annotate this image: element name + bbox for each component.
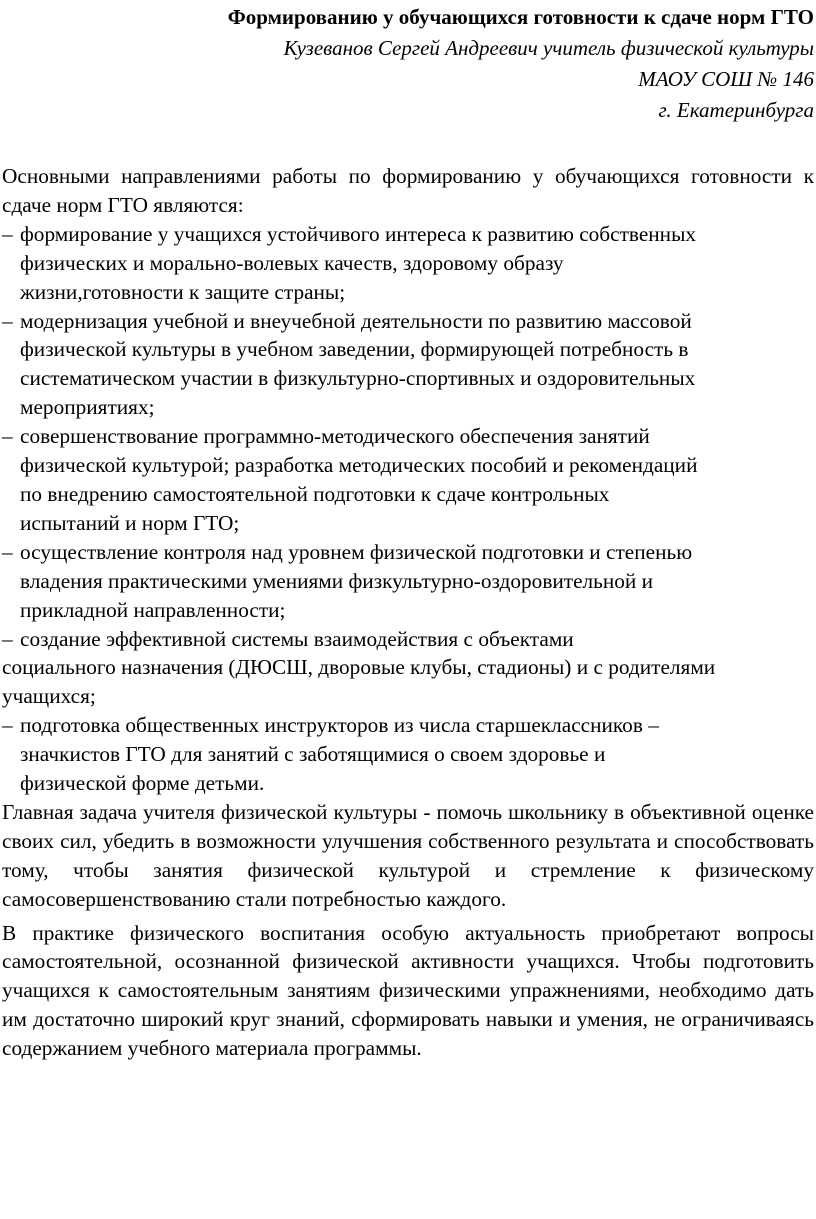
- dash-marker: –: [2, 424, 13, 449]
- list-item-line: систематическом участии в физкультурно-спортивных и оздоровительных: [20, 366, 696, 391]
- list-item: [2, 422, 814, 538]
- document-header: [2, 2, 814, 126]
- document-body: [2, 162, 814, 1063]
- list-item-line: жизни,готовности к защите страны;: [20, 279, 346, 304]
- list-item-line: прикладной направленности;: [20, 597, 286, 622]
- main-task-paragraph: Главная задача учителя физической культуры - помочь школьнику в объективной оценке своих сил, убедить в возможности улучшения собственного результата и способствовать тому, чтобы занятия физической культурой и стремление к физическому самосовершенствованию стали потребностью каждого.: [2, 799, 814, 911]
- list-item-line: создание эффективной системы взаимодействия с объектами: [20, 626, 574, 651]
- list-item-line: физической культурой; разработка методических пособий и рекомендаций: [20, 453, 698, 478]
- dash-marker: –: [2, 713, 13, 738]
- list-item-line: по внедрению самостоятельной подготовки к сдаче контрольных: [20, 481, 610, 506]
- list-item-line: подготовка общественных инструкторов из числа старшеклассников –: [20, 713, 659, 738]
- list-item-line: значкистов ГТО для занятий с заботящимися о своем здоровье и: [20, 742, 606, 767]
- practice-paragraph: В практике физического воспитания особую актуальность приобретают вопросы самостоятельной, осознанной физической активности учащихся. Чтобы подготовить учащихся к самостоятельным занятиям физическими упражнениями, необходимо дать им достаточно широкий круг знаний, сформировать навыки и умения, не ограничиваясь содержанием учебного материала программы.: [2, 920, 814, 1061]
- list-item-line: владения практическими умениями физкультурно-оздоровительной и: [20, 568, 654, 593]
- list-item-line: учащихся;: [2, 684, 96, 709]
- dash-marker: –: [2, 539, 13, 564]
- list-item-line: мероприятиях;: [20, 395, 155, 420]
- dash-marker: –: [2, 308, 13, 333]
- city-line: г. Екатеринбурга: [658, 98, 814, 122]
- list-item: [2, 538, 814, 625]
- list-item-line: физических и морально-волевых качеств, здоровому образу: [20, 250, 564, 275]
- list-item-line: формирование у учащихся устойчивого интереса к развитию собственных: [20, 221, 697, 246]
- list-item-line: совершенствование программно-методического обеспечения занятий: [20, 424, 650, 449]
- list-item-line: физической культуры в учебном заведении, формирующей потребность в: [20, 337, 689, 362]
- list-item: [2, 711, 814, 798]
- dash-marker: –: [2, 221, 13, 246]
- list-item: [2, 625, 814, 712]
- list-item-line: физической форме детьми.: [20, 771, 265, 796]
- author-line: Кузеванов Сергей Андреевич учитель физической культуры: [283, 36, 814, 60]
- dash-marker: –: [2, 626, 13, 651]
- list-item-line: модернизация учебной и внеучебной деятельности по развитию массовой: [20, 308, 692, 333]
- list-item: [2, 307, 814, 423]
- intro-paragraph: Основными направлениями работы по формированию у обучающихся готовности к сдаче норм ГТО являются:: [2, 164, 814, 217]
- list-item-line: осуществление контроля над уровнем физической подготовки и степенью: [20, 539, 693, 564]
- list-item: [2, 220, 814, 307]
- school-line: МАОУ СОШ № 146: [638, 67, 814, 91]
- document-title: Формированию у обучающихся готовности к сдаче норм ГТО: [227, 5, 814, 29]
- list-item-line: социального назначения (ДЮСШ, дворовые клубы, стадионы) и с родителями: [2, 655, 716, 680]
- list-item-line: испытаний и норм ГТО;: [20, 510, 240, 535]
